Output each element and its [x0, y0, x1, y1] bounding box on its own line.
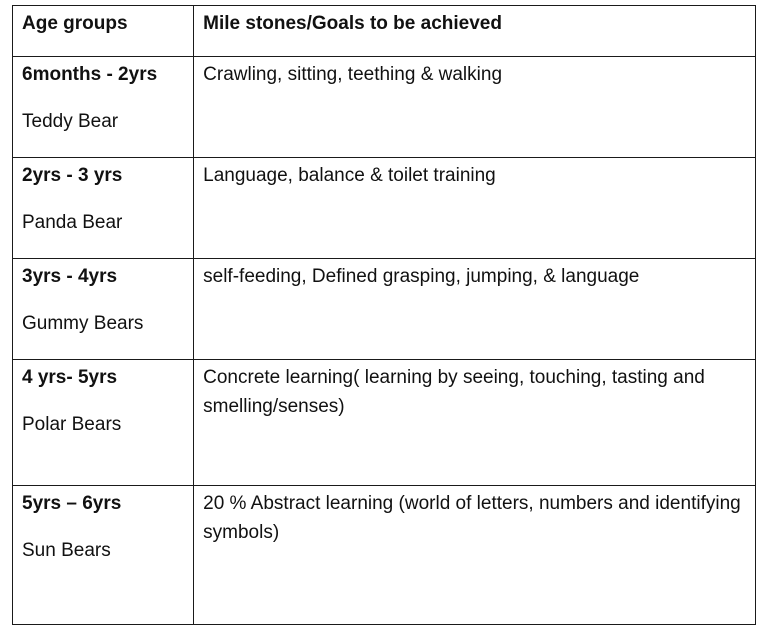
group-name: Polar Bears	[22, 414, 122, 435]
goals-cell	[194, 259, 756, 360]
goals-text: Language, balance & toilet training	[203, 165, 496, 186]
table-row	[13, 57, 756, 158]
goals-text: Concrete learning( learning by seeing, touching, tasting and smelling/senses)	[203, 367, 705, 417]
goals-text: 20 % Abstract learning (world of letters, numbers and identifying symbols)	[203, 493, 741, 543]
age-range: 4 yrs- 5yrs	[22, 367, 118, 388]
table-row	[13, 486, 756, 625]
age-cell	[13, 360, 194, 486]
age-cell	[13, 57, 194, 158]
milestones-table	[12, 5, 756, 625]
group-name: Gummy Bears	[22, 313, 144, 334]
age-cell	[13, 486, 194, 625]
header-cell-goals	[194, 6, 756, 57]
group-name: Sun Bears	[22, 540, 111, 561]
goals-cell	[194, 158, 756, 259]
header-row	[13, 6, 756, 57]
goals-cell	[194, 360, 756, 486]
age-range: 5yrs – 6yrs	[22, 493, 122, 514]
age-range: 6months - 2yrs	[22, 64, 158, 85]
goals-text: self-feeding, Defined grasping, jumping, & language	[203, 266, 640, 287]
table-row	[13, 360, 756, 486]
goals-cell	[194, 486, 756, 625]
goals-cell	[194, 57, 756, 158]
age-cell	[13, 259, 194, 360]
group-name: Panda Bear	[22, 212, 123, 233]
table-row	[13, 158, 756, 259]
age-range: 3yrs - 4yrs	[22, 266, 118, 287]
age-range: 2yrs - 3 yrs	[22, 165, 123, 186]
header-age-groups: Age groups	[22, 13, 128, 34]
age-cell	[13, 158, 194, 259]
header-goals: Mile stones/Goals to be achieved	[203, 13, 502, 34]
goals-text: Crawling, sitting, teething & walking	[203, 64, 503, 85]
header-cell-age	[13, 6, 194, 57]
table-row	[13, 259, 756, 360]
group-name: Teddy Bear	[22, 111, 119, 132]
